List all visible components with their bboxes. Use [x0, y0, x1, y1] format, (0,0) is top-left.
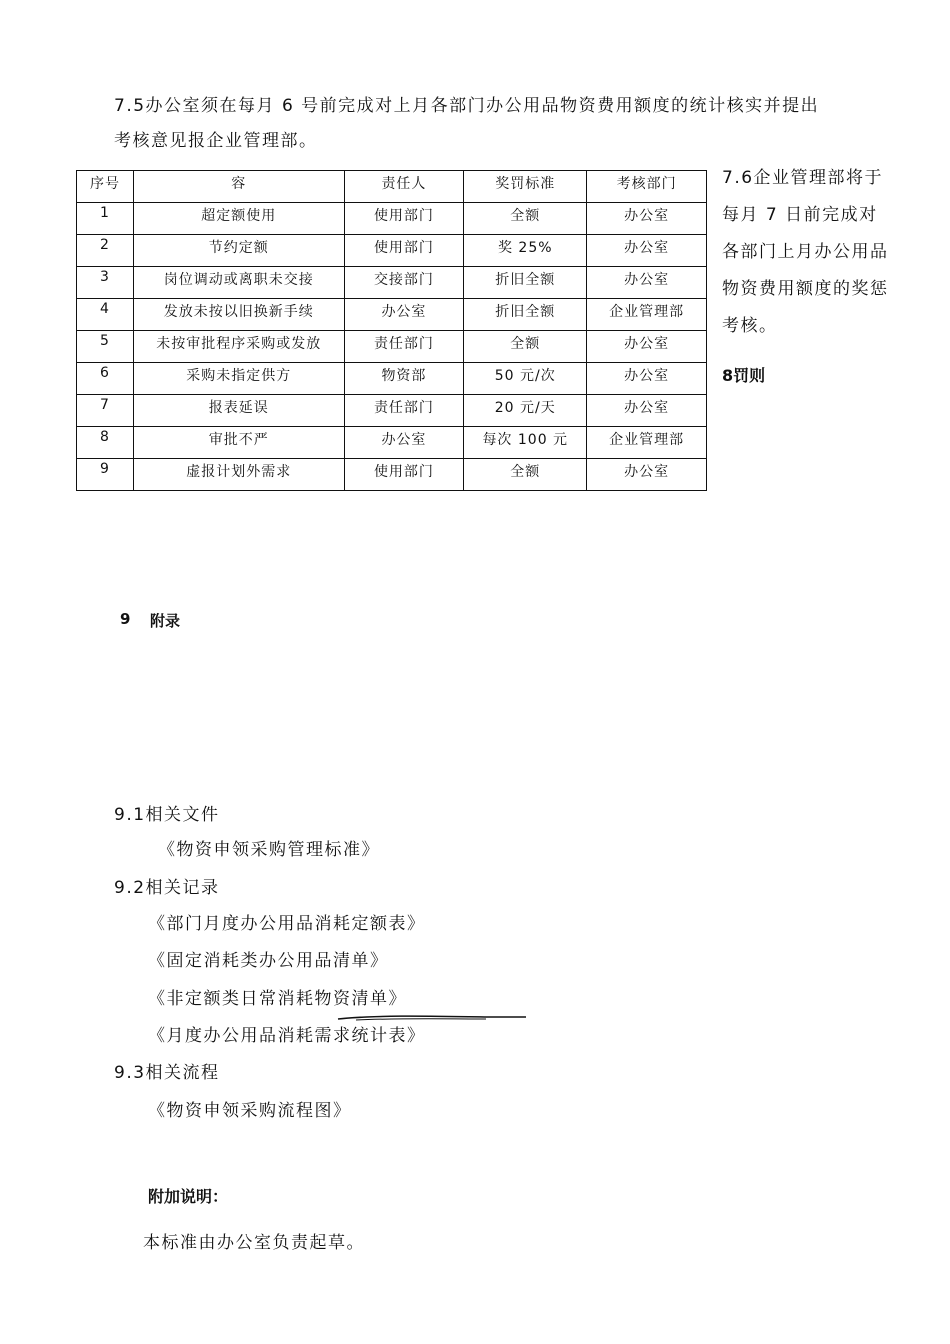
table-row	[77, 267, 707, 299]
record-reference: 《月度办公用品消耗需求统计表》	[148, 1026, 426, 1046]
cell-content: 审批不严	[133, 427, 344, 459]
table-row	[77, 299, 707, 331]
flowchart-reference: 《物资申领采购流程图》	[148, 1101, 352, 1121]
cell-index: 6	[77, 363, 134, 395]
table-row	[77, 331, 707, 363]
note-text: 本标准由办公室负责起草。	[143, 1233, 365, 1253]
cell-index: 8	[77, 427, 134, 459]
section-9-2-title: 9.2相关记录	[114, 878, 220, 898]
table-row	[77, 427, 707, 459]
section-9-1-title: 9.1相关文件	[114, 805, 220, 825]
cell-content: 发放未按以旧换新手续	[133, 299, 344, 331]
cell-responsible: 办公室	[344, 299, 464, 331]
pen-scribble-mark	[336, 1013, 528, 1023]
cell-standard: 20 元/天	[464, 395, 587, 427]
table-row	[77, 459, 707, 491]
section-7-5-line-2: 考核意见报企业管理部。	[114, 131, 318, 151]
cell-index: 7	[77, 395, 134, 427]
cell-content: 超定额使用	[133, 203, 344, 235]
cell-content: 未按审批程序采购或发放	[133, 331, 344, 363]
cell-standard: 折旧全额	[464, 267, 587, 299]
section-9-3-title: 9.3相关流程	[114, 1063, 220, 1083]
section-7-6-line: 物资费用额度的奖惩	[722, 279, 889, 299]
cell-department: 企业管理部	[587, 427, 707, 459]
section-7-6-line: 各部门上月办公用品	[722, 242, 889, 262]
cell-department: 办公室	[587, 235, 707, 267]
cell-standard: 50 元/次	[464, 363, 587, 395]
table-row	[77, 395, 707, 427]
cell-content: 虚报计划外需求	[133, 459, 344, 491]
cell-index: 4	[77, 299, 134, 331]
record-reference: 《部门月度办公用品消耗定额表》	[148, 914, 426, 934]
cell-responsible: 物资部	[344, 363, 464, 395]
cell-responsible: 责任部门	[344, 331, 464, 363]
cell-standard: 折旧全额	[464, 299, 587, 331]
cell-index: 2	[77, 235, 134, 267]
table-row	[77, 363, 707, 395]
cell-index: 1	[77, 203, 134, 235]
cell-standard: 全额	[464, 459, 587, 491]
cell-department: 办公室	[587, 459, 707, 491]
record-reference: 《非定额类日常消耗物资清单》	[148, 989, 407, 1009]
table-row	[77, 203, 707, 235]
header-responsible: 责任人	[344, 171, 464, 203]
header-standard: 奖罚标准	[464, 171, 587, 203]
section-7-6-line: 考核。	[722, 316, 778, 336]
cell-responsible: 使用部门	[344, 203, 464, 235]
table-row	[77, 235, 707, 267]
note-heading: 附加说明：	[148, 1187, 229, 1206]
document-reference: 《物资申领采购管理标准》	[158, 840, 380, 860]
cell-content: 岗位调动或离职未交接	[133, 267, 344, 299]
cell-index: 9	[77, 459, 134, 491]
cell-index: 3	[77, 267, 134, 299]
cell-standard: 每次 100 元	[464, 427, 587, 459]
cell-department: 办公室	[587, 363, 707, 395]
cell-department: 办公室	[587, 331, 707, 363]
section-7-5-line-1: 7.5办公室须在每月 6 号前完成对上月各部门办公用品物资费用额度的统计核实并提出	[114, 96, 820, 116]
cell-department: 企业管理部	[587, 299, 707, 331]
cell-responsible: 交接部门	[344, 267, 464, 299]
cell-responsible: 办公室	[344, 427, 464, 459]
record-reference: 《固定消耗类办公用品清单》	[148, 951, 389, 971]
header-department: 考核部门	[587, 171, 707, 203]
cell-responsible: 责任部门	[344, 395, 464, 427]
table-header-row	[77, 171, 707, 203]
cell-responsible: 使用部门	[344, 459, 464, 491]
penalty-table	[76, 170, 707, 491]
cell-responsible: 使用部门	[344, 235, 464, 267]
cell-standard: 全额	[464, 331, 587, 363]
section-9-heading-number: 9	[120, 610, 131, 628]
cell-department: 办公室	[587, 203, 707, 235]
table-body	[77, 203, 707, 491]
cell-content: 采购未指定供方	[133, 363, 344, 395]
section-8-heading: 8罚则	[722, 366, 766, 385]
section-7-6-paragraph	[722, 160, 902, 345]
header-content: 容	[133, 171, 344, 203]
header-index: 序号	[77, 171, 134, 203]
section-9-heading-text: 附录	[150, 612, 181, 630]
cell-content: 报表延误	[133, 395, 344, 427]
cell-content: 节约定额	[133, 235, 344, 267]
cell-department: 办公室	[587, 395, 707, 427]
cell-standard: 奖 25%	[464, 235, 587, 267]
cell-department: 办公室	[587, 267, 707, 299]
section-7-6-line: 7.6企业管理部将于	[722, 168, 884, 188]
cell-standard: 全额	[464, 203, 587, 235]
cell-index: 5	[77, 331, 134, 363]
section-7-6-line: 每月 7 日前完成对	[722, 205, 878, 225]
